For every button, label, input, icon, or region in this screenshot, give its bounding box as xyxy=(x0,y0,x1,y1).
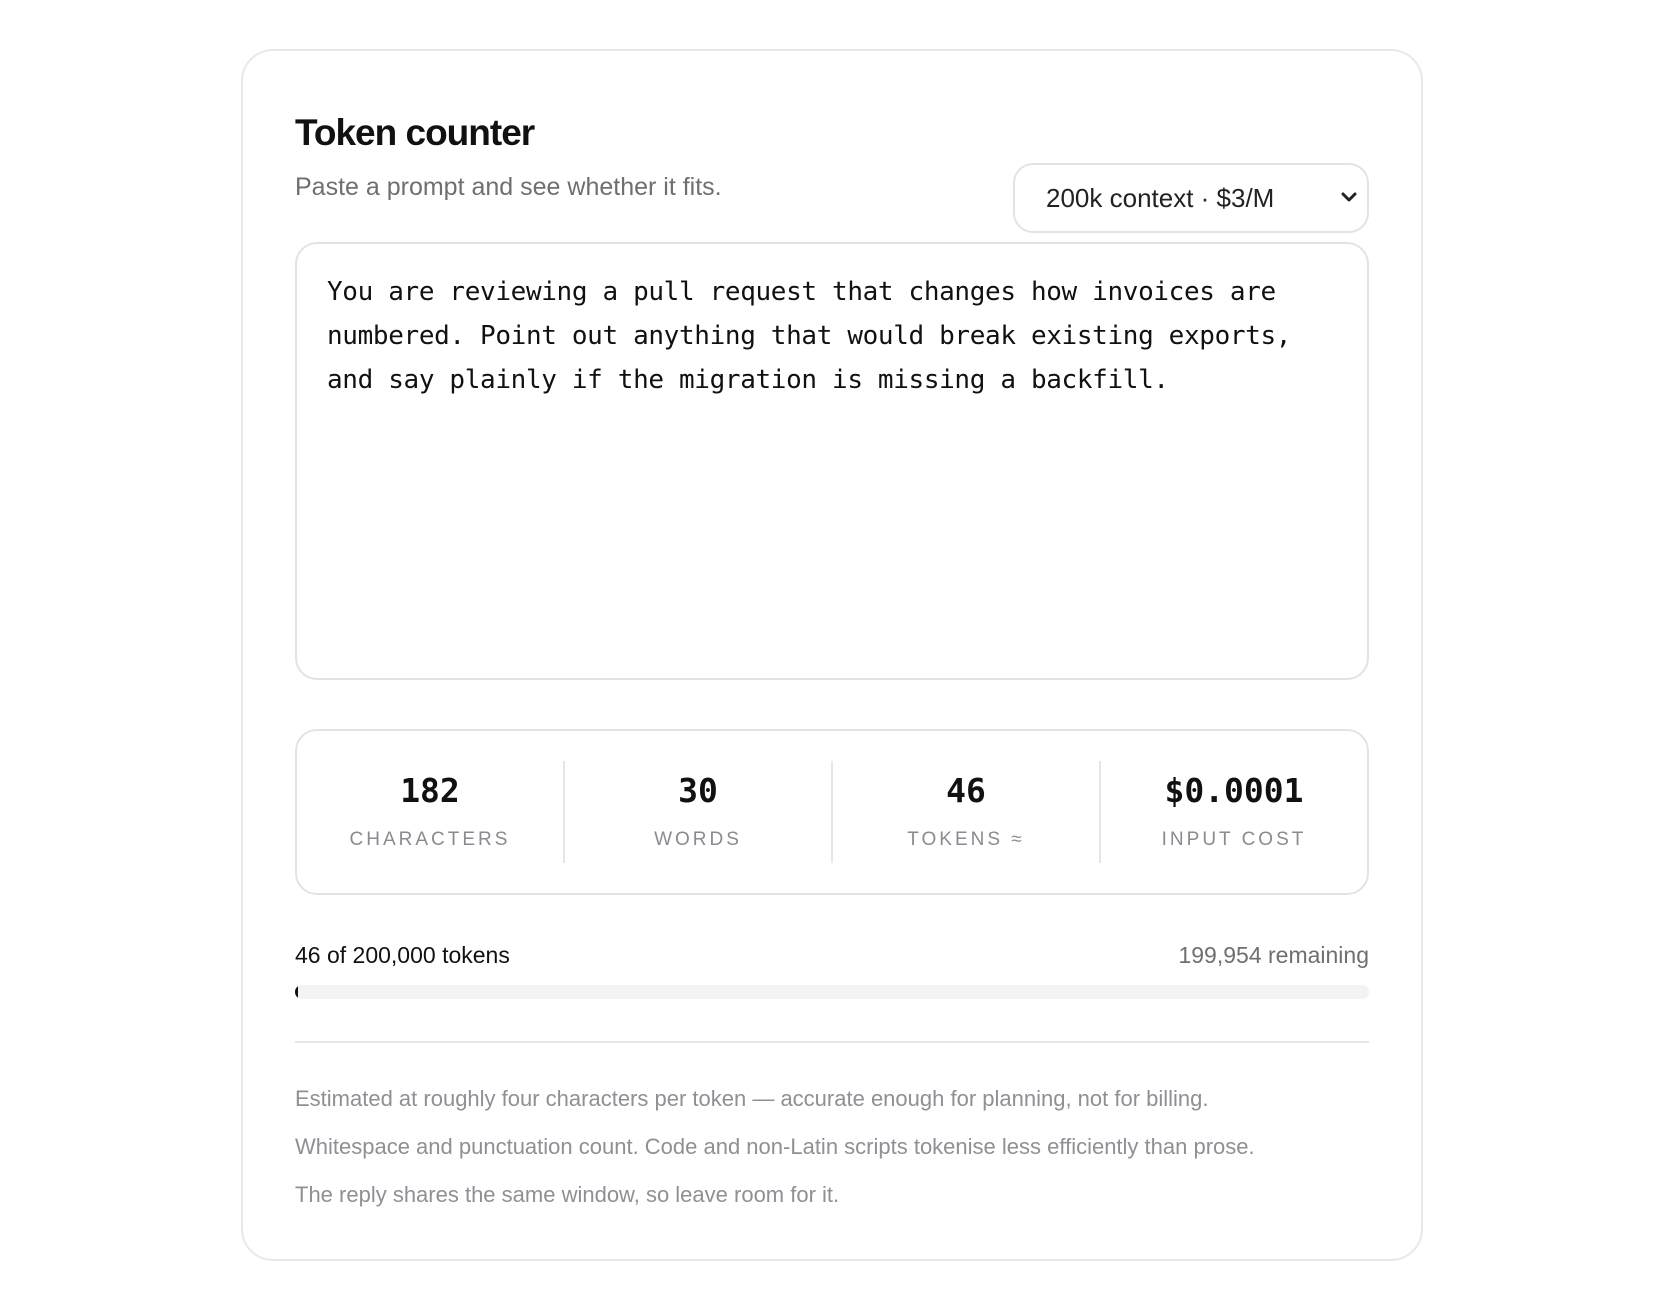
prompt-text: You are reviewing a pull request that changes how invoices are numbered. Point out anything that would break existing exports, and say plainly if the migration is missing a backfill. xyxy=(327,277,1307,395)
stats-panel xyxy=(295,729,1369,895)
tokens-label: TOKENS ≈ xyxy=(907,829,1025,850)
note-item: Estimated at roughly four characters per token — accurate enough for planning, not for billing. xyxy=(295,1086,1209,1111)
words-count: 30 xyxy=(678,771,718,810)
input-cost-label: INPUT COST xyxy=(1161,829,1307,850)
page-subtitle: Paste a prompt and see whether it fits. xyxy=(295,173,722,201)
prompt-textarea[interactable] xyxy=(295,242,1369,680)
divider xyxy=(295,1041,1369,1043)
token-usage-progress-bar xyxy=(295,985,1369,999)
characters-count: 182 xyxy=(400,771,460,810)
token-usage-row xyxy=(295,937,1369,973)
chevron-down-icon xyxy=(1339,187,1359,207)
stat-tokens xyxy=(831,761,1099,863)
context-model-select[interactable] xyxy=(1013,163,1369,233)
characters-label: CHARACTERS xyxy=(349,829,511,850)
page-title: Token counter xyxy=(295,112,535,153)
stat-input-cost xyxy=(1099,761,1367,863)
stat-words xyxy=(563,761,831,863)
input-cost-value: $0.0001 xyxy=(1164,771,1304,810)
note-item: The reply shares the same window, so leave room for it. xyxy=(295,1182,840,1207)
token-usage-progress-fill xyxy=(295,985,298,999)
notes-list xyxy=(295,1075,1369,1219)
token-usage-summary: 46 of 200,000 tokens xyxy=(295,942,510,968)
stat-characters xyxy=(297,761,563,863)
tokens-remaining: 199,954 remaining xyxy=(1178,942,1369,968)
token-counter-card xyxy=(241,49,1423,1261)
header xyxy=(295,107,1369,213)
words-label: WORDS xyxy=(654,829,742,850)
tokens-count: 46 xyxy=(946,771,986,810)
card-content xyxy=(295,51,1369,1259)
context-model-select-value: 200k context · $3/M xyxy=(1046,183,1275,213)
note-item: Whitespace and punctuation count. Code and non-Latin scripts tokenise less efficiently than prose. xyxy=(295,1134,1255,1159)
